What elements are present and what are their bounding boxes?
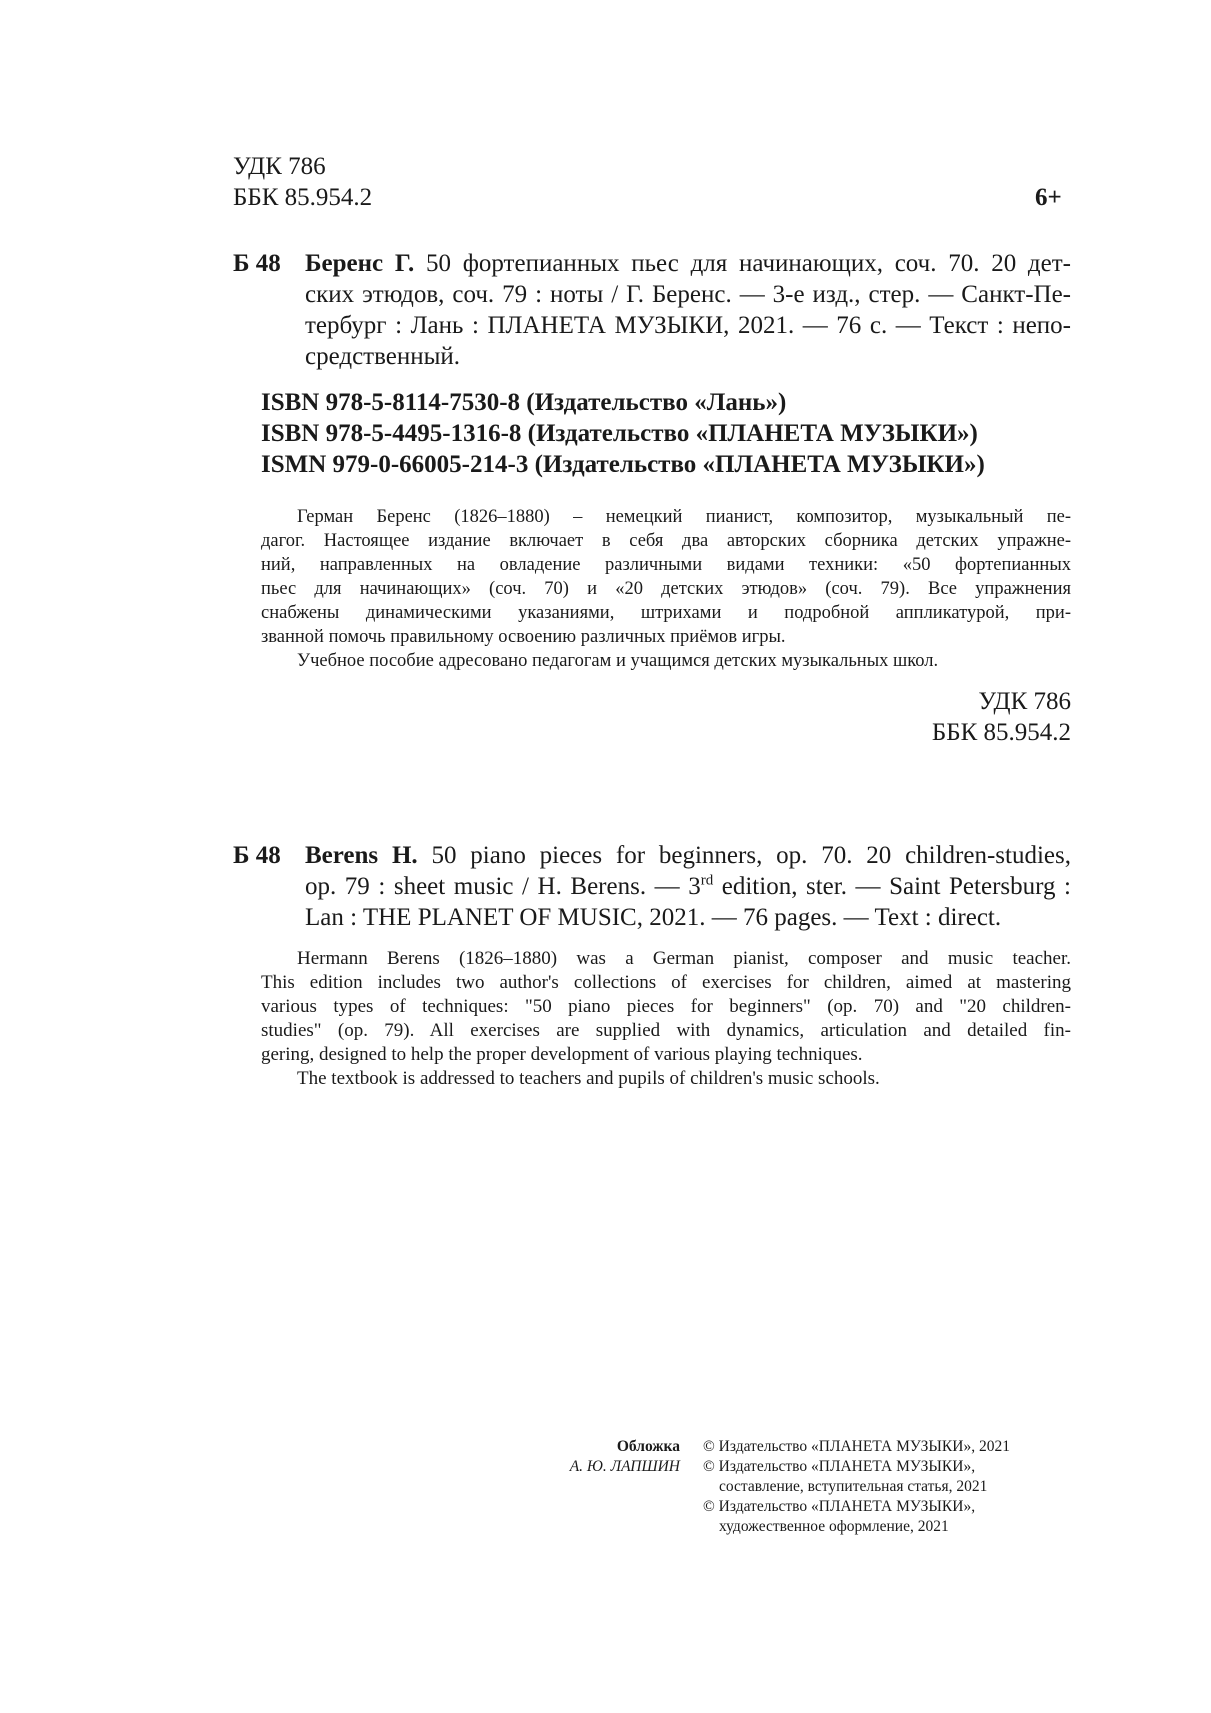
- ru-entry-line4: средственный.: [305, 343, 461, 370]
- annotation-codes: [932, 686, 1071, 748]
- cover-label: Обложка: [616, 1438, 680, 1455]
- en-entry-line1: 50 piano pieces for beginners, op. 70. 20 children-studies,: [431, 842, 1071, 869]
- en-annotation-line: This edition includes two author's collections of exercises for children, aimed at mastering: [261, 972, 1071, 993]
- en-entry-index: Б 48: [233, 842, 281, 869]
- copyright-line: составление, вступительная статья, 2021: [719, 1478, 988, 1495]
- ru-annotation-line: ний, направленных на овладение различными видами техники: «50 фортепианных: [261, 555, 1071, 575]
- en-entry-line2: op. 79 : sheet music / H. Berens. — 3: [305, 873, 701, 900]
- ru-entry-line1: 50 фортепианных пьес для начинающих, соч. 70. 20 дет-: [425, 250, 1072, 277]
- en-annotation-line: studies" (op. 79). All exercises are supplied with dynamics, articulation and detailed fin-: [261, 1020, 1071, 1041]
- en-annotation-line: gering, designed to help the proper development of various playing techniques.: [261, 1044, 863, 1065]
- bbk-code: ББК 85.954.2: [233, 184, 373, 211]
- copyright-line: © Издательство «ПЛАНЕТА МУЗЫКИ»,: [703, 1458, 976, 1475]
- udk-code: УДК 786: [233, 153, 326, 180]
- ru-entry-line3: тербург : Лань : ПЛАНЕТА МУЗЫКИ, 2021. — 76 с. — Текст : непо-: [305, 312, 1071, 339]
- ru-annotation-line: снабжены динамическими указаниями, штрихами и подробной аппликатурой, при-: [261, 603, 1071, 623]
- en-entry-author: Berens H.: [305, 842, 418, 869]
- en-annotation-line: various types of techniques: "50 piano pieces for beginners" (op. 70) and "20 children-: [261, 996, 1071, 1017]
- en-annotation-last: The textbook is addressed to teachers and pupils of children's music schools.: [297, 1068, 880, 1089]
- bbk-code-footer: ББК 85.954.2: [931, 719, 1071, 746]
- ru-entry-text: [305, 248, 1071, 372]
- en-entry-text: Berens H. 50 piano pieces for beginners, op. 70. 20 children-studies, op. 79 : sheet music / H. Berens. — 3rd edition, ster. — Saint Petersburg : Lan : THE PLANET OF MUSIC, 2021. — 76 pages. — Text : direct.: [305, 842, 1071, 931]
- ru-annotation: [261, 505, 1071, 673]
- ru-annotation-last: Учебное пособие адресовано педагогам и учащимся детских музыкальных школ.: [297, 651, 939, 671]
- ru-entry-author: Беренс Г.: [305, 250, 415, 277]
- en-entry-line3: Lan : THE PLANET OF MUSIC, 2021. — 76 pages. — Text : direct.: [305, 904, 1002, 931]
- copyright-line: © Издательство «ПЛАНЕТА МУЗЫКИ»,: [703, 1498, 976, 1515]
- isbn-lan: ISBN 978-5-8114-7530-8 (Издательство «Лань»): [261, 389, 787, 416]
- copyright-line: © Издательство «ПЛАНЕТА МУЗЫКИ», 2021: [703, 1438, 1010, 1455]
- en-entry-superscript: rd: [700, 872, 714, 889]
- cover-artist: А. Ю. ЛАПШИН: [569, 1458, 680, 1475]
- ru-annotation-line: дагог. Настоящее издание включает в себя два авторских сборника детских упражне-: [261, 531, 1071, 551]
- ru-annotation-line: Герман Беренс (1826–1880) – немецкий пианист, композитор, музыкальный пе-: [297, 507, 1071, 527]
- copyright-block: [703, 1437, 1010, 1537]
- ismn-planeta: ISMN 979-0-66005-214-3 (Издательство «ПЛАНЕТА МУЗЫКИ»): [261, 451, 985, 478]
- ru-entry-index: Б 48: [233, 250, 281, 277]
- copyright-line: художественное оформление, 2021: [719, 1518, 949, 1535]
- cover-credit: [570, 1437, 680, 1477]
- isbn-planeta: ISBN 978-5-4495-1316-8 (Издательство «ПЛАНЕТА МУЗЫКИ»): [261, 420, 978, 447]
- udk-code-footer: УДК 786: [978, 688, 1071, 715]
- ru-entry-line2: ских этюдов, соч. 79 : ноты / Г. Беренс. — 3-е изд., стер. — Санкт-Пе-: [305, 281, 1071, 308]
- ru-annotation-line: званной помочь правильному освоению различных приёмов игры.: [261, 627, 786, 647]
- ru-annotation-line: пьес для начинающих» (соч. 70) и «20 детских этюдов» (соч. 79). Все упражнения: [261, 579, 1071, 599]
- en-annotation: [261, 947, 1071, 1091]
- age-rating: 6+: [1035, 184, 1062, 211]
- isbn-block: [261, 387, 985, 480]
- header-codes: [233, 151, 372, 213]
- en-annotation-line: Hermann Berens (1826–1880) was a German pianist, composer and music teacher.: [297, 948, 1071, 969]
